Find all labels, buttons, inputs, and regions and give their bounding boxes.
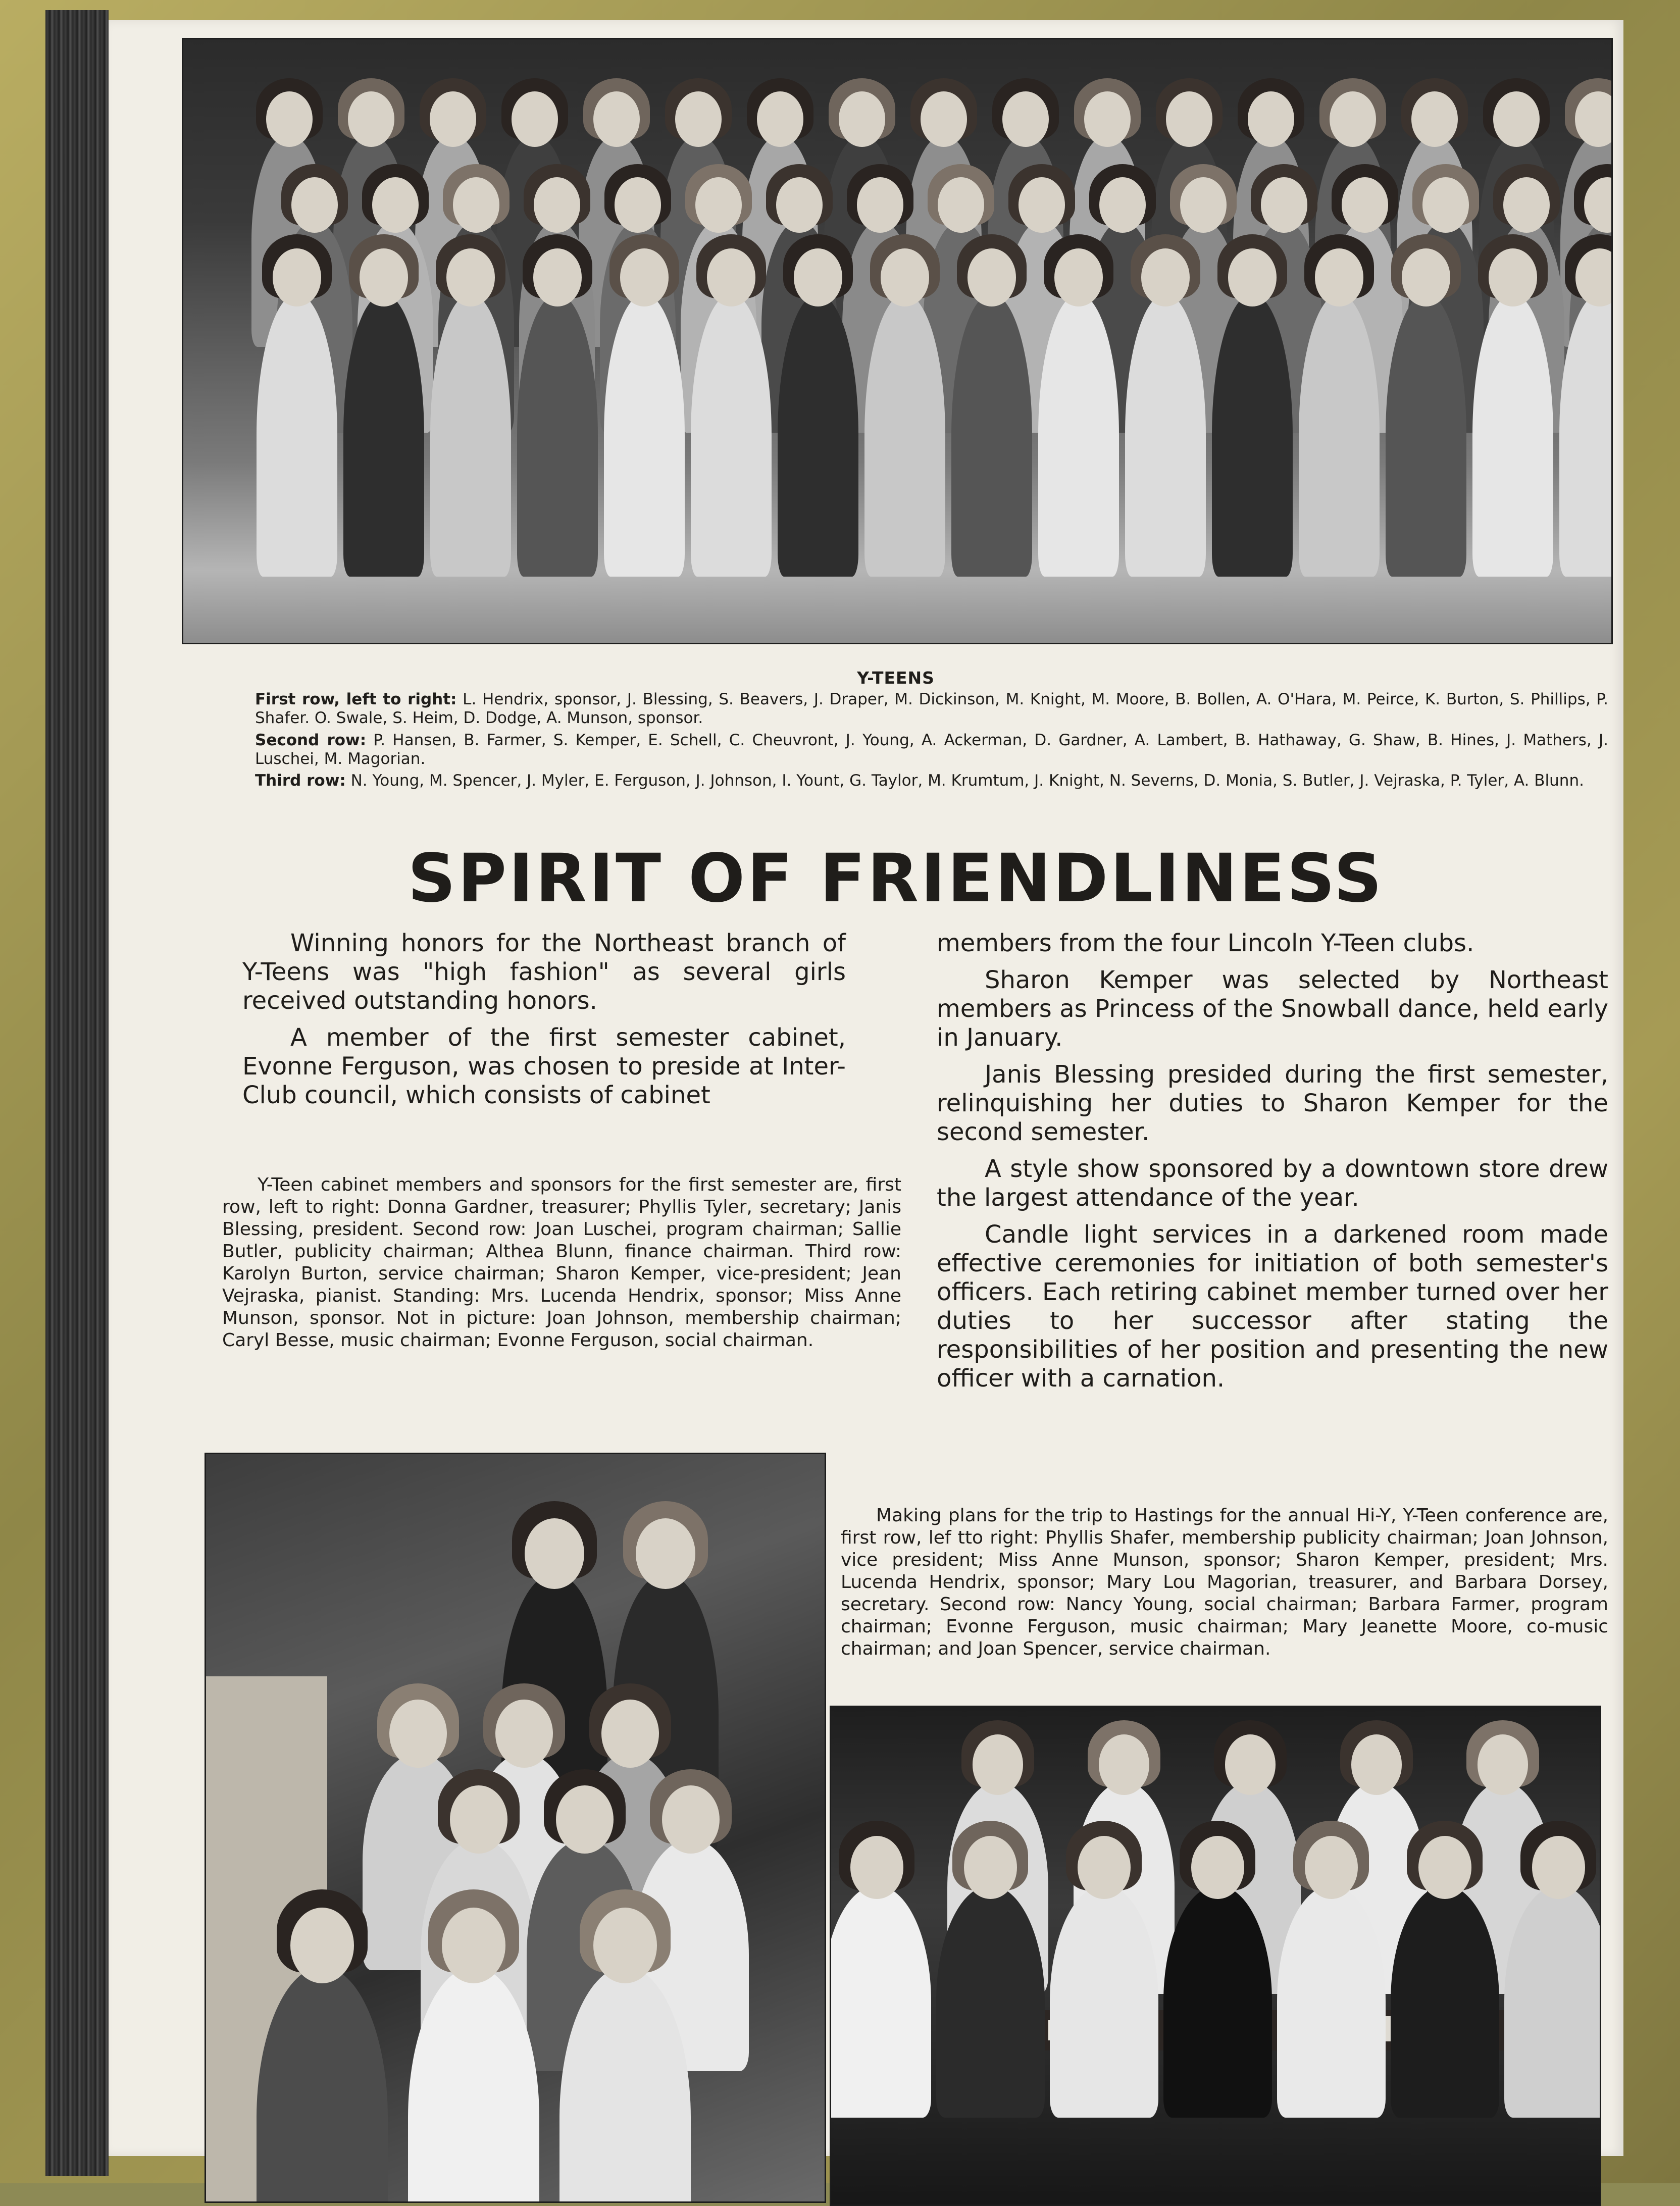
person-face [442,1908,505,1983]
person-face [556,1785,613,1854]
person-face [389,1700,446,1768]
person-face [1411,91,1458,147]
person-silhouette [517,294,598,577]
yearbook-page [109,20,1623,2156]
person-silhouette [864,294,945,577]
body-paragraph: A style show sponsored by a downtown store drew the largest attendance of the year. [937,1155,1608,1212]
person-face [857,177,903,233]
conference-caption [841,1505,1608,1660]
body-right-column [937,929,1608,1401]
person-face [620,248,669,306]
cabinet-photo [205,1453,826,2203]
person-face [636,1518,695,1589]
person-silhouette [830,1885,931,2118]
caption-second-row [255,731,1608,768]
person-face [968,248,1016,306]
person-face [1191,1836,1244,1899]
person-silhouette [778,294,858,577]
body-left-column [242,929,846,1118]
person-silhouette [1163,1885,1272,2118]
person-silhouette [343,294,424,577]
person-face [776,177,823,233]
person-silhouette [1125,294,1206,577]
person-face [850,1836,903,1899]
person-silhouette [1050,1885,1158,2118]
person-silhouette [691,294,772,577]
person-face [446,248,495,306]
person-face [1342,177,1388,233]
person-face [453,177,499,233]
person-face [964,1836,1017,1899]
person-face [757,91,803,147]
person-face [707,248,756,306]
person-face [495,1700,552,1768]
person-silhouette [604,294,685,577]
person-face [534,177,580,233]
person-face [430,91,476,147]
person-face [348,91,394,147]
person-face [1351,1734,1402,1795]
person-face [1141,248,1190,306]
photo-caption-title: Y-TEENS [857,668,935,688]
book-spine [45,10,109,2176]
cabinet-caption-text: Y-Teen cabinet members and sponsors for the first semester are, first row, left to right: Donna Gardner, treasurer; Phyllis Tyler, secretary; Janis Blessing, president. Second row: Joan Luschei, program chairman; Sallie Butler, publicity chairman; Althea Blunn, finance chairman. Third row: Karolyn Burton, service chairman; Sharon Kemper, vice-president; Jean Vejraska, pianist. Standing: Mrs. Lucenda Hendrix, sponsor; Miss Anne Munson, sponsor. Not in picture: Joan Johnson, membership chairman; Caryl Besse, music chairman; Evonne Ferguson, social chairman. [222,1174,901,1351]
person-silhouette [430,294,511,577]
person-face [360,248,409,306]
person-face [1180,177,1227,233]
person-face [1493,91,1540,147]
person-face [601,1700,658,1768]
body-paragraph: Sharon Kemper was selected by Northeast members as Princess of the Snowball dance, held early in January. [937,966,1608,1052]
person-face [1225,1734,1276,1795]
person-face [1261,177,1307,233]
person-face [839,91,885,147]
person-face [1054,248,1103,306]
person-silhouette [1038,294,1119,577]
person-face [290,1908,354,1983]
person-silhouette [1391,1885,1499,2118]
person-face [1489,248,1538,306]
person-face [1002,91,1049,147]
caption-row-text: N. Young, M. Spencer, J. Myler, E. Ferguson, J. Johnson, I. Yount, G. Taylor, M. Krumtum, J. Knight, N. Severns, D. Monia, S. Butler, J. Vejraska, P. Tyler, A. Blunn. [345,772,1584,790]
person-silhouette [1472,294,1553,577]
person-face [1019,177,1065,233]
body-paragraph: Winning honors for the Northeast branch of Y-Teens was "high fashion" as several girls received outstanding honors. [242,929,846,1015]
body-paragraph: A member of the first semester cabinet, Evonne Ferguson, was chosen to preside at Inter-Club council, which consists of cabinet [242,1023,846,1109]
caption-row-text: L. Hendrix, sponsor, J. Blessing, S. Beavers, J. Draper, M. Dickinson, M. Knight, M. Moore, B. Bollen, A. O'Hara, M. Peirce, K. Burton, S. Phillips, P. Shafer. O. Swale, S. Heim, D. Dodge, A. Munson, sponsor. [255,690,1609,727]
body-paragraph: Candle light services in a darkened room made effective ceremonies for initiation of both semester's officers. Each retiring cabinet member turned over her duties to her successor after stating the responsibilities of her position and presenting the new officer with a carnation. [937,1220,1608,1393]
group-photo [182,38,1613,644]
person-silhouette [936,1885,1045,2118]
caption-third-row [255,772,1608,790]
person-face [1532,1836,1585,1899]
person-face [1422,177,1469,233]
person-face [1099,177,1146,233]
person-silhouette [1277,1885,1386,2118]
person-face [1228,248,1277,306]
person-face [675,91,722,147]
person-face [695,177,742,233]
caption-row-text: P. Hansen, B. Farmer, S. Kemper, E. Schell, C. Cheuvront, J. Young, A. Ackerman, D. Gardner, A. Lambert, B. Hathaway, G. Shaw, B. Hines, J. Mathers, J. Luschei, M. Magorian. [255,731,1608,768]
person-silhouette [1212,294,1293,577]
person-face [450,1785,507,1854]
caption-row-label: Third row: [255,772,346,790]
person-face [973,1734,1024,1795]
person-silhouette [1386,294,1466,577]
conference-caption-text: Making plans for the trip to Hastings for the annual Hi-Y, Y-Teen conference are, first row, lef tto right: Phyllis Shafer, membership publicity chairman; Joan Johnson, vice president; Miss Anne Munson, sponsor; Sharon Kemper, president; Mrs. Lucenda Hendrix, sponsor; Mary Lou Magorian, treasurer, and Barbara Dorsey, secretary. Second row: Nancy Young, social chairman; Barbara Farmer, program chairman; Evonne Ferguson, music chairman; Mary Jeanette Moore, co-music chairman; and Joan Spencer, service chairman. [841,1505,1608,1659]
person-face [794,248,843,306]
person-face [881,248,930,306]
body-paragraph: Janis Blessing presided during the first semester, relinquishing her duties to Sharon Kemper for the second semester. [937,1060,1608,1146]
person-face [512,91,558,147]
person-face [1166,91,1212,147]
body-paragraph-continued: members from the four Lincoln Y-Teen clubs. [937,929,1474,957]
person-face [273,248,322,306]
person-face [1330,91,1376,147]
page-headline: SPIRIT OF FRIENDLINESS [408,840,1384,917]
caption-first-row [255,690,1608,728]
person-silhouette [951,294,1032,577]
person-face [593,91,640,147]
person-face [1402,248,1451,306]
person-face [1315,248,1364,306]
caption-row-label: Second row: [255,731,367,749]
person-face [1478,1734,1529,1795]
person-silhouette [257,294,337,577]
person-silhouette [1299,294,1380,577]
person-face [1084,91,1131,147]
person-face [266,91,313,147]
caption-row-label: First row, left to right: [255,690,457,708]
person-face [615,177,661,233]
person-face [291,177,338,233]
person-face [662,1785,719,1854]
person-face [1418,1836,1471,1899]
person-face [921,91,967,147]
person-face [533,248,582,306]
cabinet-caption [222,1174,901,1352]
person-face [525,1518,584,1589]
person-face [593,1908,657,1983]
person-face [1078,1836,1131,1899]
person-face [372,177,419,233]
person-face [938,177,984,233]
conference-photo [830,1706,1601,2206]
person-face [1503,177,1550,233]
person-face [1099,1734,1150,1795]
person-face [1248,91,1294,147]
person-face [1305,1836,1358,1899]
